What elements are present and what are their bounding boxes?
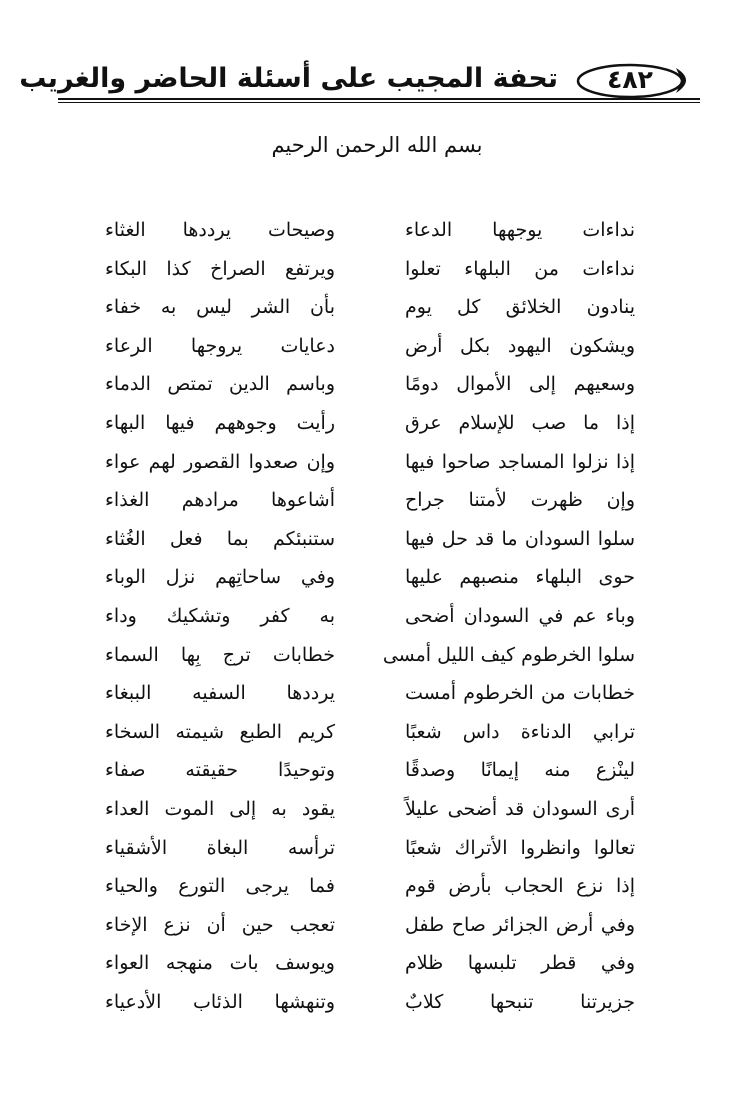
verse-first-hemistich: جزيرتنا تنبحها كلابٌ [405, 990, 635, 1013]
verse [95, 292, 635, 331]
page-header [19, 60, 700, 106]
verse [95, 871, 635, 910]
verse-second-hemistich: يرددها السفيه الببغاء [105, 682, 335, 705]
verse [95, 331, 635, 370]
verse [95, 408, 635, 447]
verse-second-hemistich: وفي ساحاتِهم نزل الوباء [105, 566, 335, 589]
verse-second-hemistich: ويوسف بات منهجه العواء [105, 952, 335, 975]
verse [95, 447, 635, 486]
verse-second-hemistich: خطابات ترج بِها السماء [105, 643, 335, 666]
verse-second-hemistich: رأيت وجوههم فيها البهاء [105, 411, 335, 434]
verse-second-hemistich: ويرتفع الصراخ كذا البكاء [105, 257, 335, 280]
verse-first-hemistich: وفي قطر تلبسها ظلام [405, 952, 635, 975]
verse-first-hemistich: وسعيهم إلى الأموال دومًا [405, 373, 635, 396]
verse-first-hemistich: حوى البلهاء منصبهم عليها [405, 566, 635, 589]
verse-first-hemistich: وإن ظهرت لأمتنا جراح [405, 489, 635, 512]
verse-second-hemistich: به كفر وتشكيك وداء [105, 604, 335, 627]
verse [95, 755, 635, 794]
verse-second-hemistich: وصيحات يرددها الغثاء [105, 219, 335, 241]
verse-first-hemistich: خطابات من الخرطوم أمست [405, 682, 635, 705]
verse-first-hemistich: ويشكون اليهود بكل أرض [405, 334, 635, 357]
header-rule [58, 98, 700, 100]
verse-second-hemistich: ستنبئكم بما فعل الغُثاء [105, 527, 335, 550]
verse-second-hemistich: كريم الطبع شيمته السخاء [105, 720, 335, 743]
verse-first-hemistich: سلوا الخرطوم كيف الليل أمسى [382, 643, 635, 666]
verse [95, 485, 635, 524]
verse-first-hemistich: إذا نزلوا المساجد صاحوا فيها [405, 450, 635, 473]
verse-first-hemistich: سلوا السودان ما قد حل فيها [405, 527, 635, 550]
verse [95, 601, 635, 640]
verse-first-hemistich: أرى السودان قد أضحى عليلاً [405, 797, 635, 820]
verse-second-hemistich: دعايات يروجها الرعاء [105, 334, 335, 357]
verse-second-hemistich: ترأسه البغاة الأشقياء [105, 836, 335, 859]
verse-first-hemistich: نداءات من البلهاء تعلوا [405, 257, 635, 280]
basmala: بسم الله الرحمن الرحيم [271, 133, 483, 157]
verse-first-hemistich: وباء عم في السودان أضحى [405, 604, 635, 627]
poem [95, 215, 635, 1025]
verse [95, 640, 635, 679]
verse [95, 678, 635, 717]
book-title: تحفة المجيب على أسئلة الحاضر والغريب [19, 63, 558, 94]
verse [95, 562, 635, 601]
verse-second-hemistich: بأن الشر ليس به خفاء [105, 296, 335, 319]
verse [95, 215, 635, 254]
verse-second-hemistich: أشاعوها مرادهم الغذاء [105, 489, 335, 512]
verse [95, 833, 635, 872]
verse-second-hemistich: فما يرجى التورع والحياء [105, 875, 335, 898]
verse [95, 948, 635, 987]
verse-first-hemistich: إذا نزع الحجاب بأرض قوم [405, 875, 635, 898]
verse-second-hemistich: وباسم الدين تمتص الدماء [105, 373, 335, 396]
verse-second-hemistich: تعجب حين أن نزع الإخاء [105, 913, 335, 936]
verse-second-hemistich: وتنهشها الذئاب الأدعياء [105, 990, 335, 1013]
verse [95, 717, 635, 756]
header-rule-thin [58, 102, 700, 103]
verse [95, 369, 635, 408]
verse-first-hemistich: لينْزع منه إيمانًا وصدقًا [405, 759, 635, 782]
verse-first-hemistich: تعالوا وانظروا الأتراك شعبًا [405, 836, 635, 859]
verse-first-hemistich: ينادون الخلائق كل يوم [405, 296, 635, 319]
verse [95, 910, 635, 949]
verse-second-hemistich: وتوحيدًا حقيقته صفاء [105, 759, 335, 782]
verse-second-hemistich: يقود به إلى الموت العداء [105, 797, 335, 820]
page-number-badge [572, 60, 700, 100]
verse-first-hemistich: إذا ما صب للإسلام عرق [405, 411, 635, 434]
verse-second-hemistich: وإن صعدوا القصور لهم عواء [105, 450, 335, 473]
verse-first-hemistich: ترابي الدناءة داس شعبًا [405, 720, 635, 743]
page-number: ٤٨٢ [607, 65, 653, 94]
verse [95, 254, 635, 293]
verse-first-hemistich: وفي أرض الجزائر صاح طفل [405, 913, 635, 936]
verse [95, 794, 635, 833]
verse-first-hemistich: نداءات يوجهها الدعاء [405, 219, 635, 241]
verse [95, 524, 635, 563]
verse [95, 987, 635, 1026]
